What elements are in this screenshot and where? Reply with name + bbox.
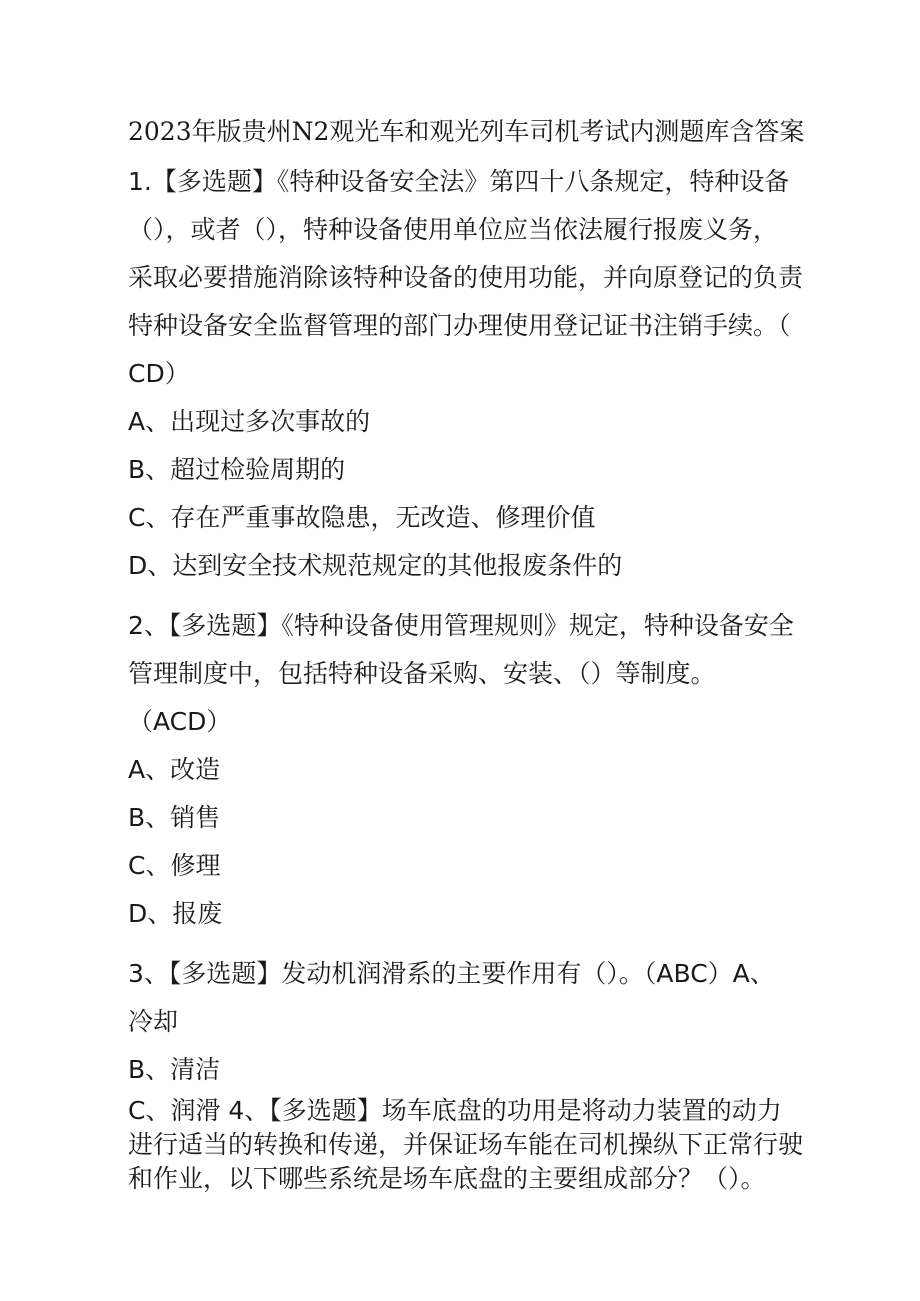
question-4: [128, 1094, 828, 1196]
question-text-line: 特种设备安全监督管理的部门办理使用登记证书注销手续。（: [128, 311, 791, 340]
option-b: B、超过检验周期的: [128, 455, 346, 484]
option-d: D、报废: [128, 899, 223, 928]
option-a: A、改造: [128, 755, 221, 784]
option-c: C、存在严重事故隐患，无改造、修理价值: [128, 503, 596, 532]
question-text-line: 2、【多选题】《特种设备使用管理规则》规定，特种设备安全: [128, 611, 794, 640]
question-text-line: 1.【多选题】《特种设备安全法》第四十八条规定，特种设备: [128, 167, 790, 196]
question-answer-line: CD）: [128, 359, 190, 388]
question-text-line: 和作业，以下哪些系统是场车底盘的主要组成部分？（）。: [128, 1164, 766, 1193]
question-3: [128, 950, 808, 1094]
option-d: D、达到安全技术规范规定的其他报废条件的: [128, 551, 623, 580]
option-b: B、销售: [128, 803, 221, 832]
question-2: [128, 602, 808, 938]
question-text-line: 进行适当的转换和传递，并保证场车能在司机操纵下正常行驶: [128, 1130, 804, 1159]
question-text-line: 冷却: [128, 1007, 179, 1036]
question-text-line: C、润滑 4、【多选题】场车底盘的功用是将动力装置的动力: [128, 1096, 782, 1125]
option-b: B、清洁: [128, 1055, 221, 1084]
question-text-line: （），或者（），特种设备使用单位应当依法履行报废义务，: [128, 215, 779, 244]
option-a: A、出现过多次事故的: [128, 407, 371, 436]
question-1: [128, 158, 808, 590]
option-c: C、修理: [128, 851, 221, 880]
document-title: 2023年版贵州N2观光车和观光列车司机考试内测题库含答案: [128, 117, 805, 146]
question-text-line: 3、【多选题】发动机润滑系的主要作用有（）。（ABC）A、: [128, 959, 775, 988]
question-text-line: 采取必要措施消除该特种设备的使用功能，并向原登记的负责: [128, 263, 804, 292]
question-answer-line: （ACD）: [128, 707, 232, 736]
question-text-line: 管理制度中，包括特种设备采购、安装、（）等制度。: [128, 659, 716, 688]
